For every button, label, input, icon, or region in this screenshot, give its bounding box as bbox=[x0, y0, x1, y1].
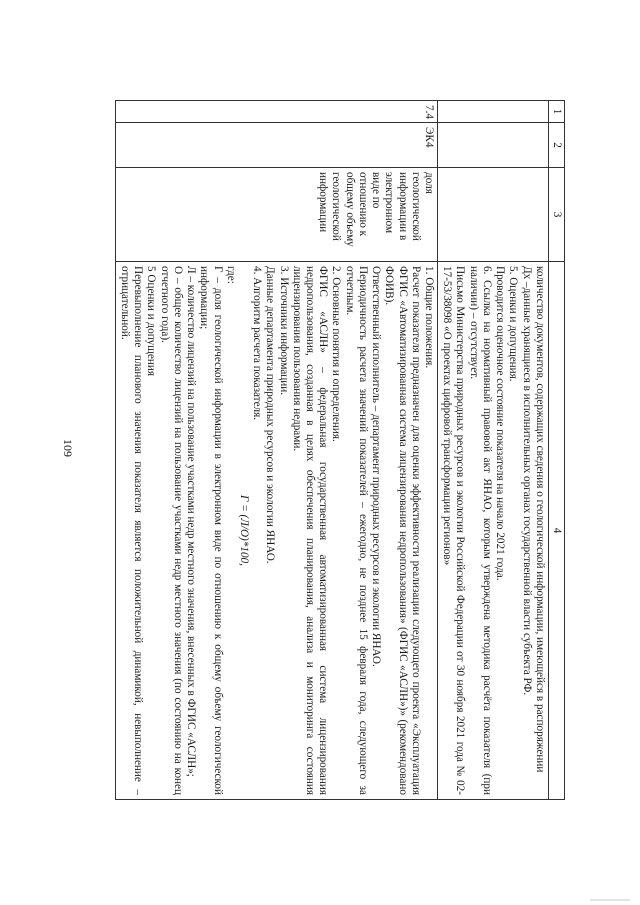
cell-methodology bbox=[115, 262, 437, 800]
header-col-2: 2 bbox=[548, 123, 564, 168]
header-col-3: 3 bbox=[548, 168, 564, 262]
text-line: 1. Общие положения. bbox=[423, 266, 436, 369]
text-line: 5 Оценки и допущения bbox=[145, 266, 158, 376]
methodology-text bbox=[250, 266, 435, 795]
text-line: где: bbox=[224, 266, 237, 284]
text-line: Письмо Министерства природных ресурсов и экологии Российской Федерации от 30 ноября 2021 года № 02-17-53/38098 «О проектах цифровой трансформации регионов» bbox=[441, 266, 467, 795]
text-line: 5. Оценки и допущения. bbox=[507, 266, 520, 382]
table-row-continuation bbox=[438, 101, 549, 800]
text-line: 3. Источники информации. bbox=[277, 266, 290, 396]
table-header-row bbox=[548, 101, 564, 800]
text-line: О – общее количество лицензий на пользование участками недр местного значения (по состоянию на конец отчетного года). bbox=[158, 266, 184, 795]
header-col-1: 1 bbox=[548, 101, 564, 123]
scan-artifact bbox=[590, 899, 630, 901]
indicators-table bbox=[115, 100, 565, 800]
cell-empty bbox=[438, 101, 549, 123]
cell-methodology-continuation bbox=[438, 262, 549, 800]
rotated-landscape-page bbox=[105, 100, 565, 800]
continuation-text bbox=[440, 266, 546, 795]
formula-explanation bbox=[118, 266, 237, 795]
cell-empty bbox=[438, 123, 549, 168]
text-line: Л – количество лицензий на пользование участками недр местного значения, внесенных в ФГИС «АСЛН»; bbox=[185, 266, 198, 777]
text-line: 2. Основные понятия и определения. bbox=[330, 266, 343, 442]
indicator-name: доля геологической информации в электронном виде по отношению к общему объему геологической информации bbox=[115, 168, 437, 262]
text-line: Перевыполнение планового значения показателя является положительной динамикой, невыполнение – отрицательной. bbox=[119, 266, 145, 795]
text-line: 6. Ссылка на нормативный правовой акт ЯНАО, которым утверждена методика расчёта показателя (при наличии) – отсутствует. bbox=[467, 266, 493, 795]
text-line: 4. Алгоритм расчета показателя. bbox=[251, 266, 264, 421]
page-number: 109 bbox=[61, 439, 75, 457]
row-number: 7.4 bbox=[115, 101, 437, 123]
table-row-7-4 bbox=[115, 101, 437, 800]
text-line: Периодичность расчета значений показателей – ежегодно, не позднее 15 февраля года, следующего за отчетным. bbox=[343, 266, 369, 795]
cell-empty bbox=[438, 168, 549, 262]
text-line: Ответственный исполнитель – департамент природных ресурсов и экологии ЯНАО. bbox=[370, 266, 383, 667]
text-line: количество документов, содержащих сведения о геологической информации, имеющейся в распоряжении bbox=[533, 266, 546, 773]
header-col-4: 4 bbox=[548, 262, 564, 800]
text-line: Г – доля геологической информации в электронном виде по отношению к общему объему геологической информации; bbox=[198, 266, 224, 795]
text-line: Дх –данные хранящиеся в исполнительных органах государственной власти субъекта РФ. bbox=[520, 266, 533, 696]
indicator-code: ЭК4 bbox=[115, 123, 437, 168]
text-line: Проводится оценочное состояние показателя на начало 2021 года. bbox=[494, 266, 507, 581]
text-line: Данные департамента природных ресурсов и экологии ЯНАО. bbox=[264, 266, 277, 564]
formula: Г = (Л/О)*100, bbox=[237, 495, 250, 566]
text-line: ФГИС «АСЛН» – федеральная государственная автоматизированная система лицензирования недропользования, созданная в целях обеспечения планирования, анализа и мониторинга состояния лицензирования пользования недрами. bbox=[290, 266, 330, 795]
text-line: Расчет показателя предназначен для оценки эффективности реализации следующего проекта «Эксплуатация ФГИС «Автоматизированная система лицензирования недропользования» (ФГИС «АСЛН»)» (рекомендовано ФОИВ). bbox=[383, 266, 422, 795]
